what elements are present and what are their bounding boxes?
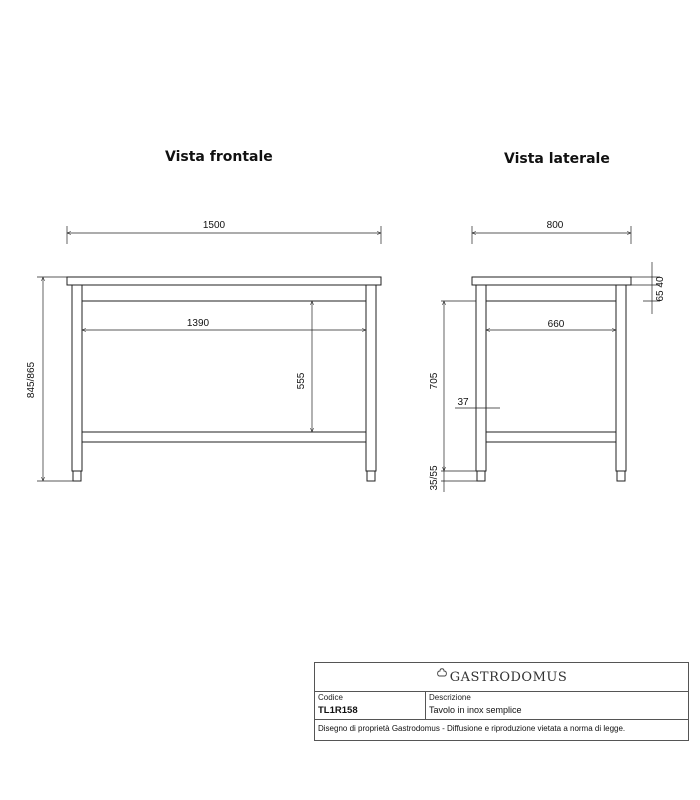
label-side-foot: 35/55: [429, 465, 440, 491]
info-row: [315, 691, 688, 720]
side-dimension-labels: [429, 220, 666, 491]
side-left-foot: [477, 471, 485, 481]
front-right-leg: [366, 285, 376, 471]
label-front-inner: 1390: [186, 318, 210, 329]
side-dimensions: [441, 226, 660, 492]
side-lower-shelf: [486, 432, 616, 442]
label-side-upper: 705: [429, 372, 440, 390]
side-view-title: Vista laterale: [504, 151, 610, 167]
label-side-depth: 800: [546, 220, 564, 231]
description-value: Tavolo in inox semplice: [429, 705, 522, 715]
title-block: [314, 662, 689, 741]
front-left-foot: [73, 471, 81, 481]
label-side-inner: 660: [547, 319, 565, 330]
code-label: Codice: [318, 693, 343, 702]
front-view-title: Vista frontale: [165, 149, 273, 165]
side-right-leg: [616, 285, 626, 471]
description-cell: [426, 691, 688, 719]
side-left-leg: [476, 285, 486, 471]
code-value: TL1R158: [318, 705, 358, 716]
brand-logo: [315, 663, 688, 692]
front-left-leg: [72, 285, 82, 471]
side-right-foot: [617, 471, 625, 481]
label-front-shelf: 555: [296, 372, 307, 390]
label-front-height: 845/865: [26, 361, 37, 399]
description-label: Descrizione: [429, 693, 471, 702]
brand-name: GASTRODOMUS: [449, 669, 568, 685]
front-dimension-labels: [26, 220, 307, 398]
side-table-top: [472, 277, 631, 285]
label-side-top: 65 40: [655, 276, 666, 302]
front-lower-shelf: [82, 432, 366, 442]
front-view-table: [67, 277, 381, 481]
code-cell: [315, 691, 426, 719]
front-right-foot: [367, 471, 375, 481]
label-side-leg-offset: 37: [457, 397, 469, 408]
chef-hat-icon: [436, 667, 448, 679]
copyright-notice: Disegno di proprietà Gastrodomus - Diffusione e riproduzione vietata a norma di legge.: [318, 724, 626, 733]
front-table-top: [67, 277, 381, 285]
label-front-width: 1500: [202, 220, 226, 231]
side-view-table: [472, 277, 631, 481]
front-dimensions: [37, 226, 381, 481]
